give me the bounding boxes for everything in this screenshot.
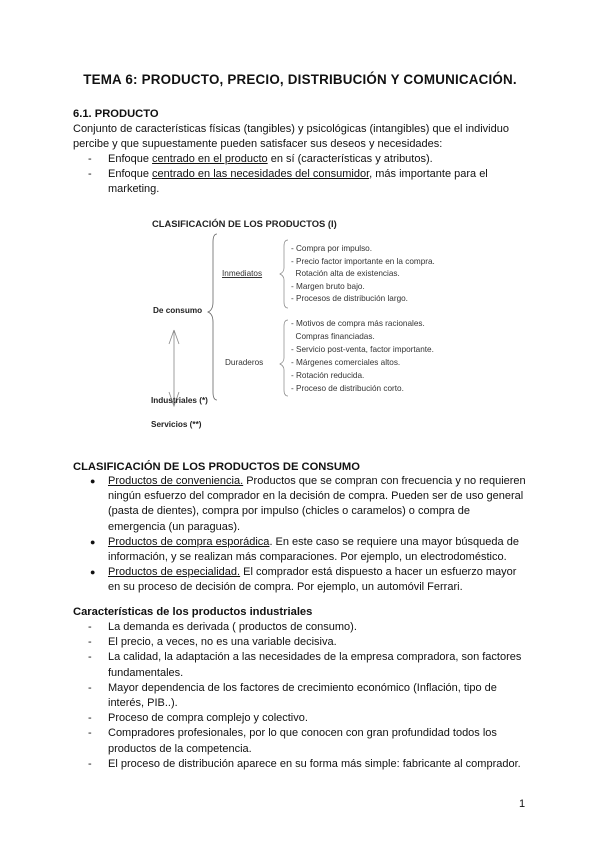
enfoque-underlined: centrado en el producto — [152, 153, 268, 165]
consumo-list — [88, 474, 528, 596]
page-number: 1 — [519, 798, 526, 810]
document-title: TEMA 6: PRODUCTO, PRECIO, DISTRIBUCIÓN Y COMUNICACIÓN. — [83, 72, 517, 87]
classification-diagram — [145, 212, 465, 442]
consumo-item-title: Productos de compra esporádica — [108, 535, 270, 548]
intro-line: percibe y que supuestamente pueden satisfacer sus deseos y necesidades: — [73, 138, 443, 151]
inmediatos-item: - Margen bruto bajo. — [291, 282, 365, 291]
inmediatos-item: - Precio factor importante en la compra. — [291, 257, 435, 266]
consumo-item: ● Productos de compra esporádica. En este caso se requiere una mayor búsqueda de información, y se realizan más comparaciones. Por ejemplo, un electrodoméstico. — [88, 535, 528, 565]
duraderos-item: Compras financiadas. — [291, 332, 375, 341]
consumo-item-title: Productos de conveniencia. — [108, 475, 244, 487]
inmediatos-item: Rotación alta de existencias. — [291, 269, 400, 278]
industriales-item: - El proceso de distribución aparece en su forma más simple: fabricante al comprador. — [88, 757, 528, 772]
industriales-label: Industriales (*) — [151, 396, 208, 405]
enfoque-underlined: centrado en las necesidades del consumidor — [152, 168, 370, 181]
industriales-item: - Compradores profesionales, por lo que conocen con gran profundidad todos los productos de la competencia. — [88, 726, 528, 756]
section-heading-industriales: Características de los productos industriales — [73, 606, 313, 618]
consumo-label: De consumo — [153, 306, 203, 315]
diagram-heading: CLASIFICACIÓN DE LOS PRODUCTOS (I) — [152, 218, 337, 229]
industriales-item: - La demanda es derivada ( productos de consumo). — [88, 620, 528, 635]
duraderos-item: - Servicio post-venta, factor importante. — [291, 345, 434, 354]
enfoque-list — [88, 152, 528, 198]
duraderos-item: - Rotación reducida. — [291, 371, 365, 380]
section-heading-producto: 6.1. PRODUCTO — [73, 108, 159, 120]
section-heading-consumo: CLASIFICACIÓN DE LOS PRODUCTOS DE CONSUMO — [73, 461, 360, 473]
industriales-item: - Proceso de compra complejo y colectivo. — [88, 711, 528, 726]
inmediatos-item: - Procesos de distribución largo. — [291, 294, 408, 303]
duraderos-item: - Proceso de distribución corto. — [291, 384, 404, 393]
servicios-label: Servicios (**) — [151, 420, 202, 429]
consumo-item: ● Productos de especialidad. El comprador está dispuesto a hacer un esfuerzo mayor en su proceso de decisión de compra. Por ejemplo, un automóvil Ferrari. — [88, 565, 528, 595]
duraderos-item: - Motivos de compra más racionales. — [291, 319, 425, 328]
consumo-item-title: Productos de especialidad. — [108, 566, 241, 579]
intro-line: Conjunto de características físicas (tangibles) y psicológicas (intangibles) que el individuo — [73, 123, 509, 135]
industriales-item: - La calidad, la adaptación a las necesidades de la empresa compradora, son factores fundamentales. — [88, 650, 528, 680]
inmediatos-label: Inmediatos — [222, 269, 263, 278]
consumo-item: ● Productos de conveniencia. Productos que se compran con frecuencia y no requieren ningún esfuerzo del comprador en la decisión de compra. Pueden ser de uso general (pasta de dientes), compra por impulso (chicles o caramelos) o compra de emergencia (un paraguas). — [88, 474, 528, 535]
industriales-list — [88, 620, 528, 772]
duraderos-label: Duraderos — [225, 358, 264, 367]
industriales-item: - Mayor dependencia de los factores de crecimiento económico (Inflación, tipo de interés, PIB..). — [88, 681, 528, 711]
inmediatos-item: - Compra por impulso. — [291, 244, 372, 253]
duraderos-item: - Márgenes comerciales altos. — [291, 358, 401, 367]
enfoque-item: - Enfoque centrado en las necesidades del consumidor, más importante para el marketing. — [88, 167, 528, 197]
industriales-item: - El precio, a veces, no es una variable decisiva. — [88, 635, 528, 650]
enfoque-item: - Enfoque centrado en el producto en sí (características y atributos). — [88, 152, 528, 167]
intro-paragraph — [73, 122, 533, 152]
